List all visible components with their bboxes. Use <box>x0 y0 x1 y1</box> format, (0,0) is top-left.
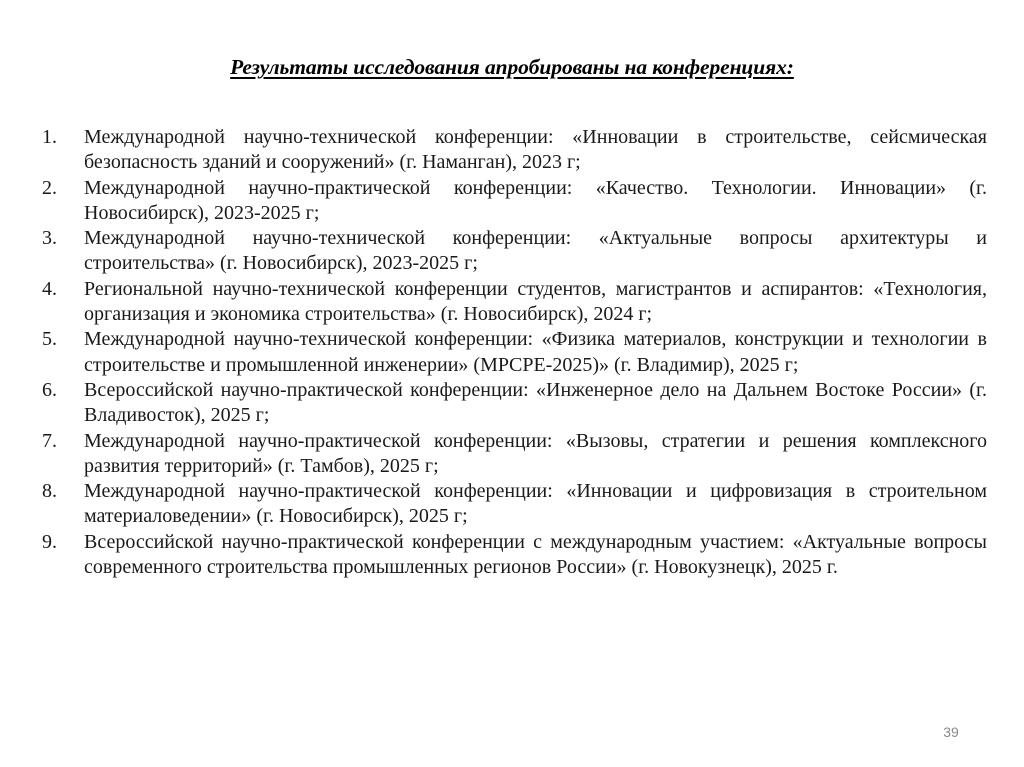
item-number: 5. <box>42 328 57 351</box>
conference-item <box>42 530 987 581</box>
item-number: 9. <box>42 530 57 553</box>
conference-item <box>42 226 987 277</box>
conference-item <box>42 479 987 530</box>
item-number: 1. <box>42 126 57 148</box>
item-number: 2. <box>42 176 57 199</box>
conference-item <box>42 429 987 480</box>
item-text: Международной научно-технической конференции: «Инновации в строительстве, сейсмическая безопасность зданий и сооружений» (г. Наманган), 2023 г; <box>84 126 987 174</box>
item-text: Региональной научно-технической конференции студентов, магистрантов и аспирантов: «Технология, организация и экономика строительства» (г. Новосибирск), 2024 г; <box>84 277 987 326</box>
item-number: 7. <box>42 429 57 452</box>
item-text: Международной научно-практической конференции: «Инновации и цифровизация в строительном материаловедении» (г. Новосибирск), 2025 г; <box>84 480 987 528</box>
item-text: Всероссийской научно-практической конференции: «Инженерное дело на Дальнем Востоке России» (г. Владивосток), 2025 г; <box>84 378 987 427</box>
item-text: Международной научно-технической конференции: «Физика материалов, конструкции и технологии в строительстве и промышленной инженерии» (MPCPE-2025)» (г. Владимир), 2025 г; <box>84 328 987 376</box>
conference-item <box>42 327 987 378</box>
item-text: Международной научно-практической конференции: «Качество. Технологии. Инновации» (г. Новосибирск), 2023-2025 г; <box>84 176 987 224</box>
conference-item <box>42 378 987 429</box>
item-number: 8. <box>42 480 57 503</box>
item-number: 6. <box>42 378 57 401</box>
conference-item <box>42 277 987 328</box>
conference-item <box>42 176 987 227</box>
item-text: Всероссийской научно-практической конференции с международным участием: «Актуальные вопросы современного строительства промышленных регионов России» (г. Новокузнецк), 2025 г. <box>84 530 987 579</box>
conference-item <box>42 125 987 176</box>
item-text: Международной научно-технической конференции: «Актуальные вопросы архитектуры и строительства» (г. Новосибирск), 2023-2025 г; <box>84 227 987 275</box>
conference-list <box>42 125 987 580</box>
slide-title: Результаты исследования апробированы на конференциях: <box>230 55 794 79</box>
page-number: 39 <box>943 724 959 740</box>
item-text: Международной научно-практической конференции: «Вызовы, стратегии и решения комплексного развития территорий» (г. Тамбов), 2025 г; <box>84 429 987 477</box>
item-number: 3. <box>42 227 57 250</box>
item-number: 4. <box>42 277 57 300</box>
